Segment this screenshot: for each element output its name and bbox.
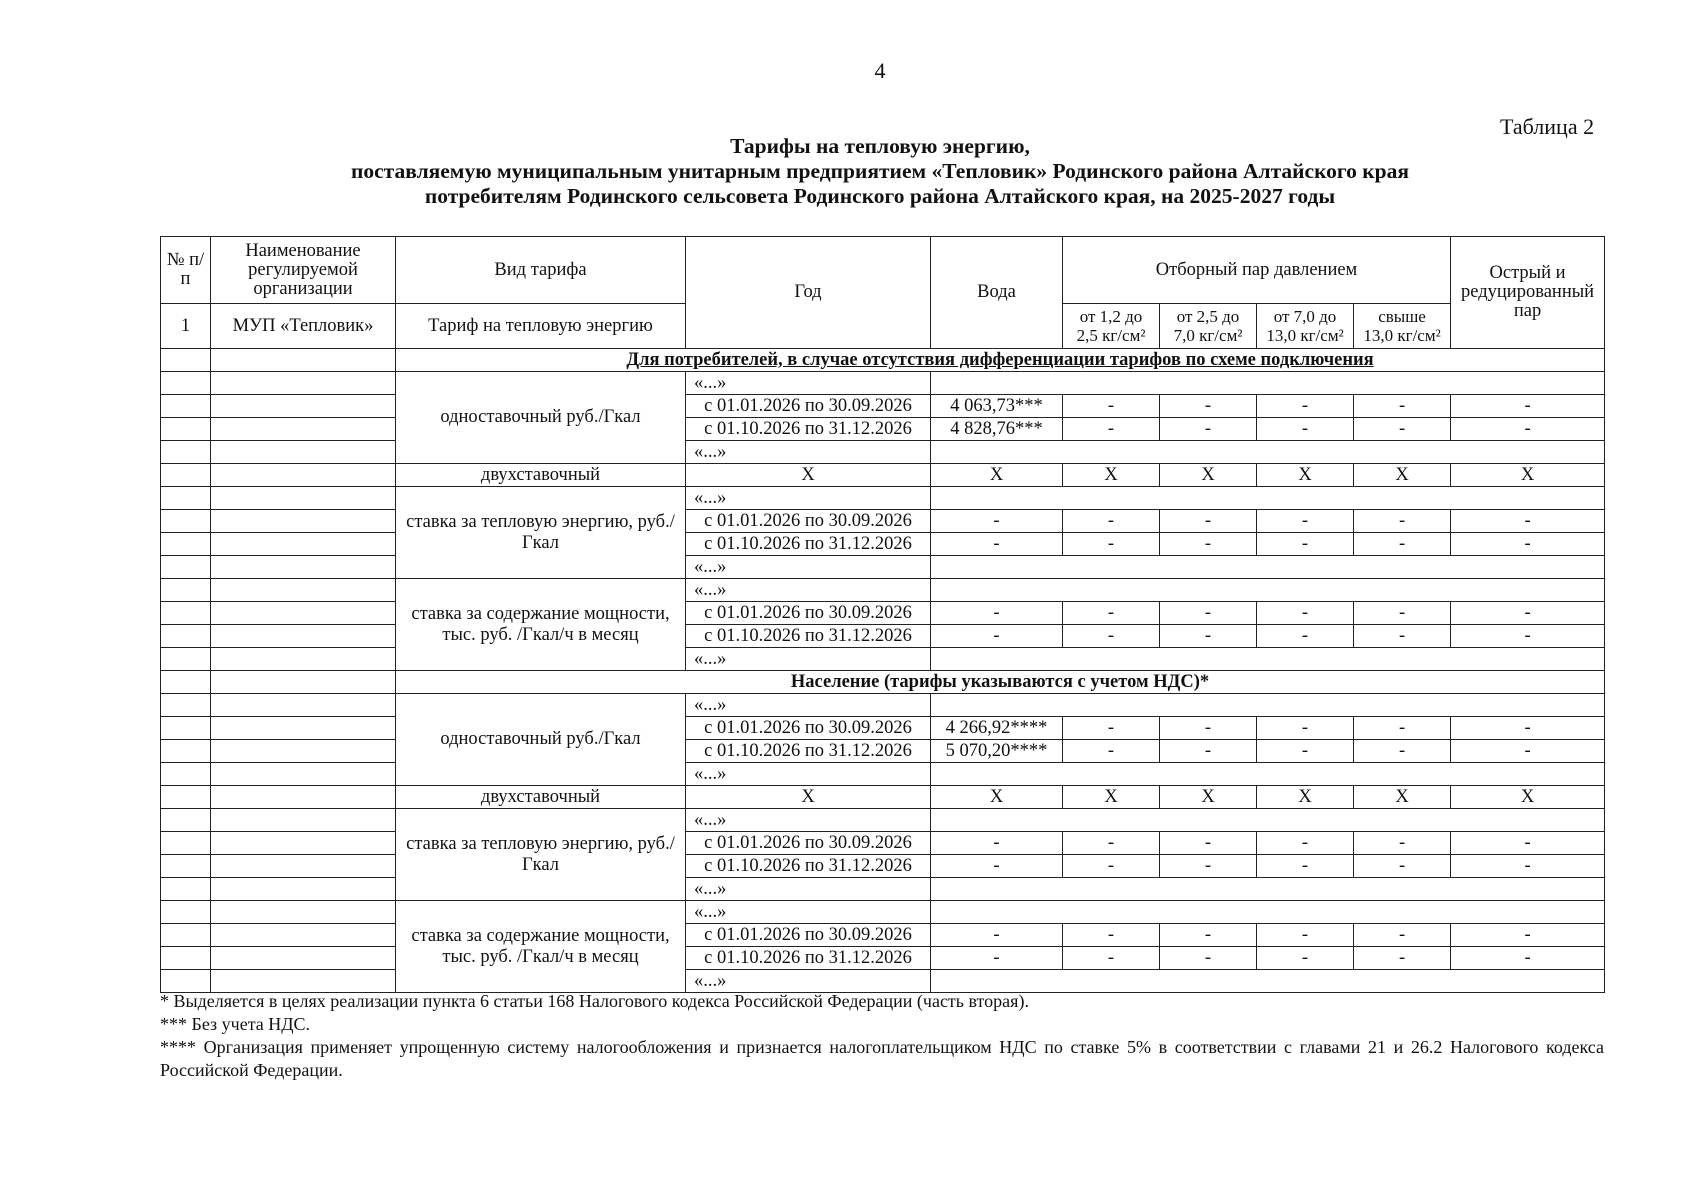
period-cell: с 01.10.2026 по 31.12.2026 [686,740,931,763]
header-steam: Отборный пар давлением [1063,237,1451,304]
x-cell: X [1354,786,1451,809]
dash-cell: - [1451,947,1605,970]
period-ellipsis: «...» [686,694,931,717]
dash-cell: - [1160,924,1257,947]
x-cell: X [686,786,931,809]
dash-cell: - [1063,717,1160,740]
dash-cell: - [1063,602,1160,625]
dash-cell: - [1257,395,1354,418]
header-num: № п/п [161,237,211,304]
table-row [161,556,1605,579]
dash-cell: - [1063,947,1160,970]
dash-cell: - [1354,740,1451,763]
table-row [161,694,1605,717]
period-cell: с 01.01.2026 по 30.09.2026 [686,395,931,418]
x-cell: X [1354,464,1451,487]
dash-cell: - [1451,510,1605,533]
dash-cell: - [1160,740,1257,763]
period-cell: с 01.01.2026 по 30.09.2026 [686,602,931,625]
title-line-1: Тарифы на тепловую энергию, [730,134,1030,158]
x-cell: X [931,464,1063,487]
period-ellipsis: «...» [686,648,931,671]
dash-cell: - [931,947,1063,970]
org-name: МУП «Тепловик» [211,304,396,349]
footnote-2: *** Без учета НДС. [160,1014,311,1034]
header-water: Вода [931,237,1063,349]
dash-cell: - [1354,418,1451,441]
water-value: 4 828,76*** [931,418,1063,441]
dash-cell: - [1063,418,1160,441]
dash-cell: - [1354,510,1451,533]
period-cell: с 01.01.2026 по 30.09.2026 [686,510,931,533]
water-value: 4 266,92**** [931,717,1063,740]
dash-cell: - [1257,602,1354,625]
dash-cell: - [931,510,1063,533]
dash-cell: - [1354,947,1451,970]
x-cell: X [1451,786,1605,809]
label-capacity-rate: ставка за содержание мощности, тыс. руб. /Гкал/ч в месяц [396,901,686,993]
steam-col-4: свыше 13,0 кг/см² [1354,304,1451,349]
footnote-3: **** Организация применяет упрощенную систему налогообложения и признается налогоплательщиком НДС по ставке 5% в соответствии с главами 21 и 26.2 Налогового кодекса Российской Федерации. [160,1037,1604,1080]
dash-cell: - [1257,832,1354,855]
dash-cell: - [1063,625,1160,648]
table-row [161,786,1605,809]
period-ellipsis: «...» [686,441,931,464]
table-row [161,717,1605,740]
dash-cell: - [1257,740,1354,763]
period-cell: с 01.10.2026 по 31.12.2026 [686,533,931,556]
table-row [161,418,1605,441]
section-title-population: Население (тарифы указываются с учетом НДС)* [396,671,1605,694]
period-ellipsis: «...» [686,901,931,924]
period-ellipsis: «...» [686,556,931,579]
title-line-2: поставляемую муниципальным унитарным предприятием «Тепловик» Родинского района Алтайского края [350,159,1410,183]
dash-cell: - [1257,418,1354,441]
dash-cell: - [1451,395,1605,418]
dash-cell: - [1063,533,1160,556]
period-ellipsis: «...» [686,372,931,395]
table-row [161,602,1605,625]
dash-cell: - [1354,395,1451,418]
dash-cell: - [931,832,1063,855]
x-cell: X [1257,786,1354,809]
x-cell: X [686,464,931,487]
x-cell: X [1160,464,1257,487]
period-ellipsis: «...» [686,809,931,832]
dash-cell: - [1451,924,1605,947]
table-row [161,533,1605,556]
x-cell: X [1160,786,1257,809]
label-heat-rate: ставка за тепловую энергию, руб./Гкал [396,809,686,901]
dash-cell: - [1257,717,1354,740]
dash-cell: - [1257,625,1354,648]
table-label: Таблица 2 [1500,114,1595,139]
table-row [161,924,1605,947]
period-ellipsis: «...» [686,487,931,510]
dash-cell: - [1063,832,1160,855]
header-sharp-steam: Острый и редуцированный пар [1451,237,1605,349]
document-title [160,134,1600,209]
dash-cell: - [1063,510,1160,533]
table-row [161,901,1605,924]
water-value: 4 063,73*** [931,395,1063,418]
dash-cell: - [1160,395,1257,418]
dash-cell: - [931,625,1063,648]
dash-cell: - [1354,533,1451,556]
dash-cell: - [1354,832,1451,855]
table-row [161,625,1605,648]
dash-cell: - [1451,625,1605,648]
table-row [161,809,1605,832]
section-row [161,671,1605,694]
table-row [161,372,1605,395]
row-number: 1 [161,304,211,349]
period-cell: с 01.01.2026 по 30.09.2026 [686,832,931,855]
footnote-1: * Выделяется в целях реализации пункта 6 статьи 168 Налогового кодекса Российской Федерации (часть вторая). [160,991,1029,1011]
table-row [161,510,1605,533]
dash-cell: - [1257,510,1354,533]
period-ellipsis: «...» [686,763,931,786]
dash-cell: - [1354,717,1451,740]
table-row [161,763,1605,786]
dash-cell: - [1257,924,1354,947]
dash-cell: - [931,924,1063,947]
x-cell: X [931,786,1063,809]
header-year: Год [686,237,931,349]
period-cell: с 01.10.2026 по 31.12.2026 [686,625,931,648]
title-line-3: потребителям Родинского сельсовета Родинского района Алтайского края, на 2025-2027 годы [424,184,1336,208]
table-row [161,441,1605,464]
dash-cell: - [1451,855,1605,878]
period-cell: с 01.10.2026 по 31.12.2026 [686,947,931,970]
period-cell: с 01.01.2026 по 30.09.2026 [686,717,931,740]
dash-cell: - [1063,924,1160,947]
dash-cell: - [1160,602,1257,625]
dash-cell: - [1451,418,1605,441]
dash-cell: - [1451,602,1605,625]
dash-cell: - [1354,602,1451,625]
x-cell: X [1451,464,1605,487]
dash-cell: - [1160,832,1257,855]
tariff-name: Тариф на тепловую энергию [396,304,686,349]
period-cell: с 01.01.2026 по 30.09.2026 [686,924,931,947]
tariff-table [160,236,1605,993]
water-value: 5 070,20**** [931,740,1063,763]
label-capacity-rate: ставка за содержание мощности, тыс. руб. /Гкал/ч в месяц [396,579,686,671]
period-cell: с 01.10.2026 по 31.12.2026 [686,855,931,878]
period-cell: с 01.10.2026 по 31.12.2026 [686,418,931,441]
header-row-1 [161,237,1605,304]
dash-cell: - [1063,395,1160,418]
dash-cell: - [1063,855,1160,878]
dash-cell: - [1063,740,1160,763]
dash-cell: - [931,533,1063,556]
period-ellipsis: «...» [686,878,931,901]
table-row [161,579,1605,602]
dash-cell: - [1257,855,1354,878]
dash-cell: - [1160,625,1257,648]
label-two-part: двухставочный [396,464,686,487]
dash-cell: - [1354,924,1451,947]
footnotes [160,990,1604,1082]
x-cell: X [1257,464,1354,487]
label-one-part: одноставочный руб./Гкал [396,372,686,464]
dash-cell: - [1160,717,1257,740]
table-row [161,832,1605,855]
period-ellipsis: «...» [686,970,931,993]
table-row [161,464,1605,487]
table-row [161,878,1605,901]
label-heat-rate: ставка за тепловую энергию, руб./Гкал [396,487,686,579]
dash-cell: - [1160,510,1257,533]
period-ellipsis: «...» [686,579,931,602]
dash-cell: - [1160,418,1257,441]
label-two-part: двухставочный [396,786,686,809]
table-row [161,740,1605,763]
dash-cell: - [931,602,1063,625]
steam-col-1: от 1,2 до 2,5 кг/см² [1063,304,1160,349]
x-cell: X [1063,786,1160,809]
dash-cell: - [1160,533,1257,556]
section-row [161,349,1605,372]
dash-cell: - [1451,717,1605,740]
table-row [161,855,1605,878]
steam-col-2: от 2,5 до 7,0 кг/см² [1160,304,1257,349]
table-row [161,648,1605,671]
steam-col-3: от 7,0 до 13,0 кг/см² [1257,304,1354,349]
table-row [161,947,1605,970]
dash-cell: - [1257,533,1354,556]
page-number: 4 [874,58,886,83]
dash-cell: - [1160,947,1257,970]
dash-cell: - [1451,533,1605,556]
dash-cell: - [1451,740,1605,763]
dash-cell: - [931,855,1063,878]
dash-cell: - [1354,855,1451,878]
header-org: Наименование регулируемой организации [211,237,396,304]
x-cell: X [1063,464,1160,487]
dash-cell: - [1451,832,1605,855]
table-row [161,395,1605,418]
table-row [161,487,1605,510]
section-title-consumers: Для потребителей, в случае отсутствия дифференциации тарифов по схеме подключения [396,349,1605,372]
dash-cell: - [1257,947,1354,970]
header-tariff-type: Вид тарифа [396,237,686,304]
label-one-part: одноставочный руб./Гкал [396,694,686,786]
dash-cell: - [1354,625,1451,648]
dash-cell: - [1160,855,1257,878]
